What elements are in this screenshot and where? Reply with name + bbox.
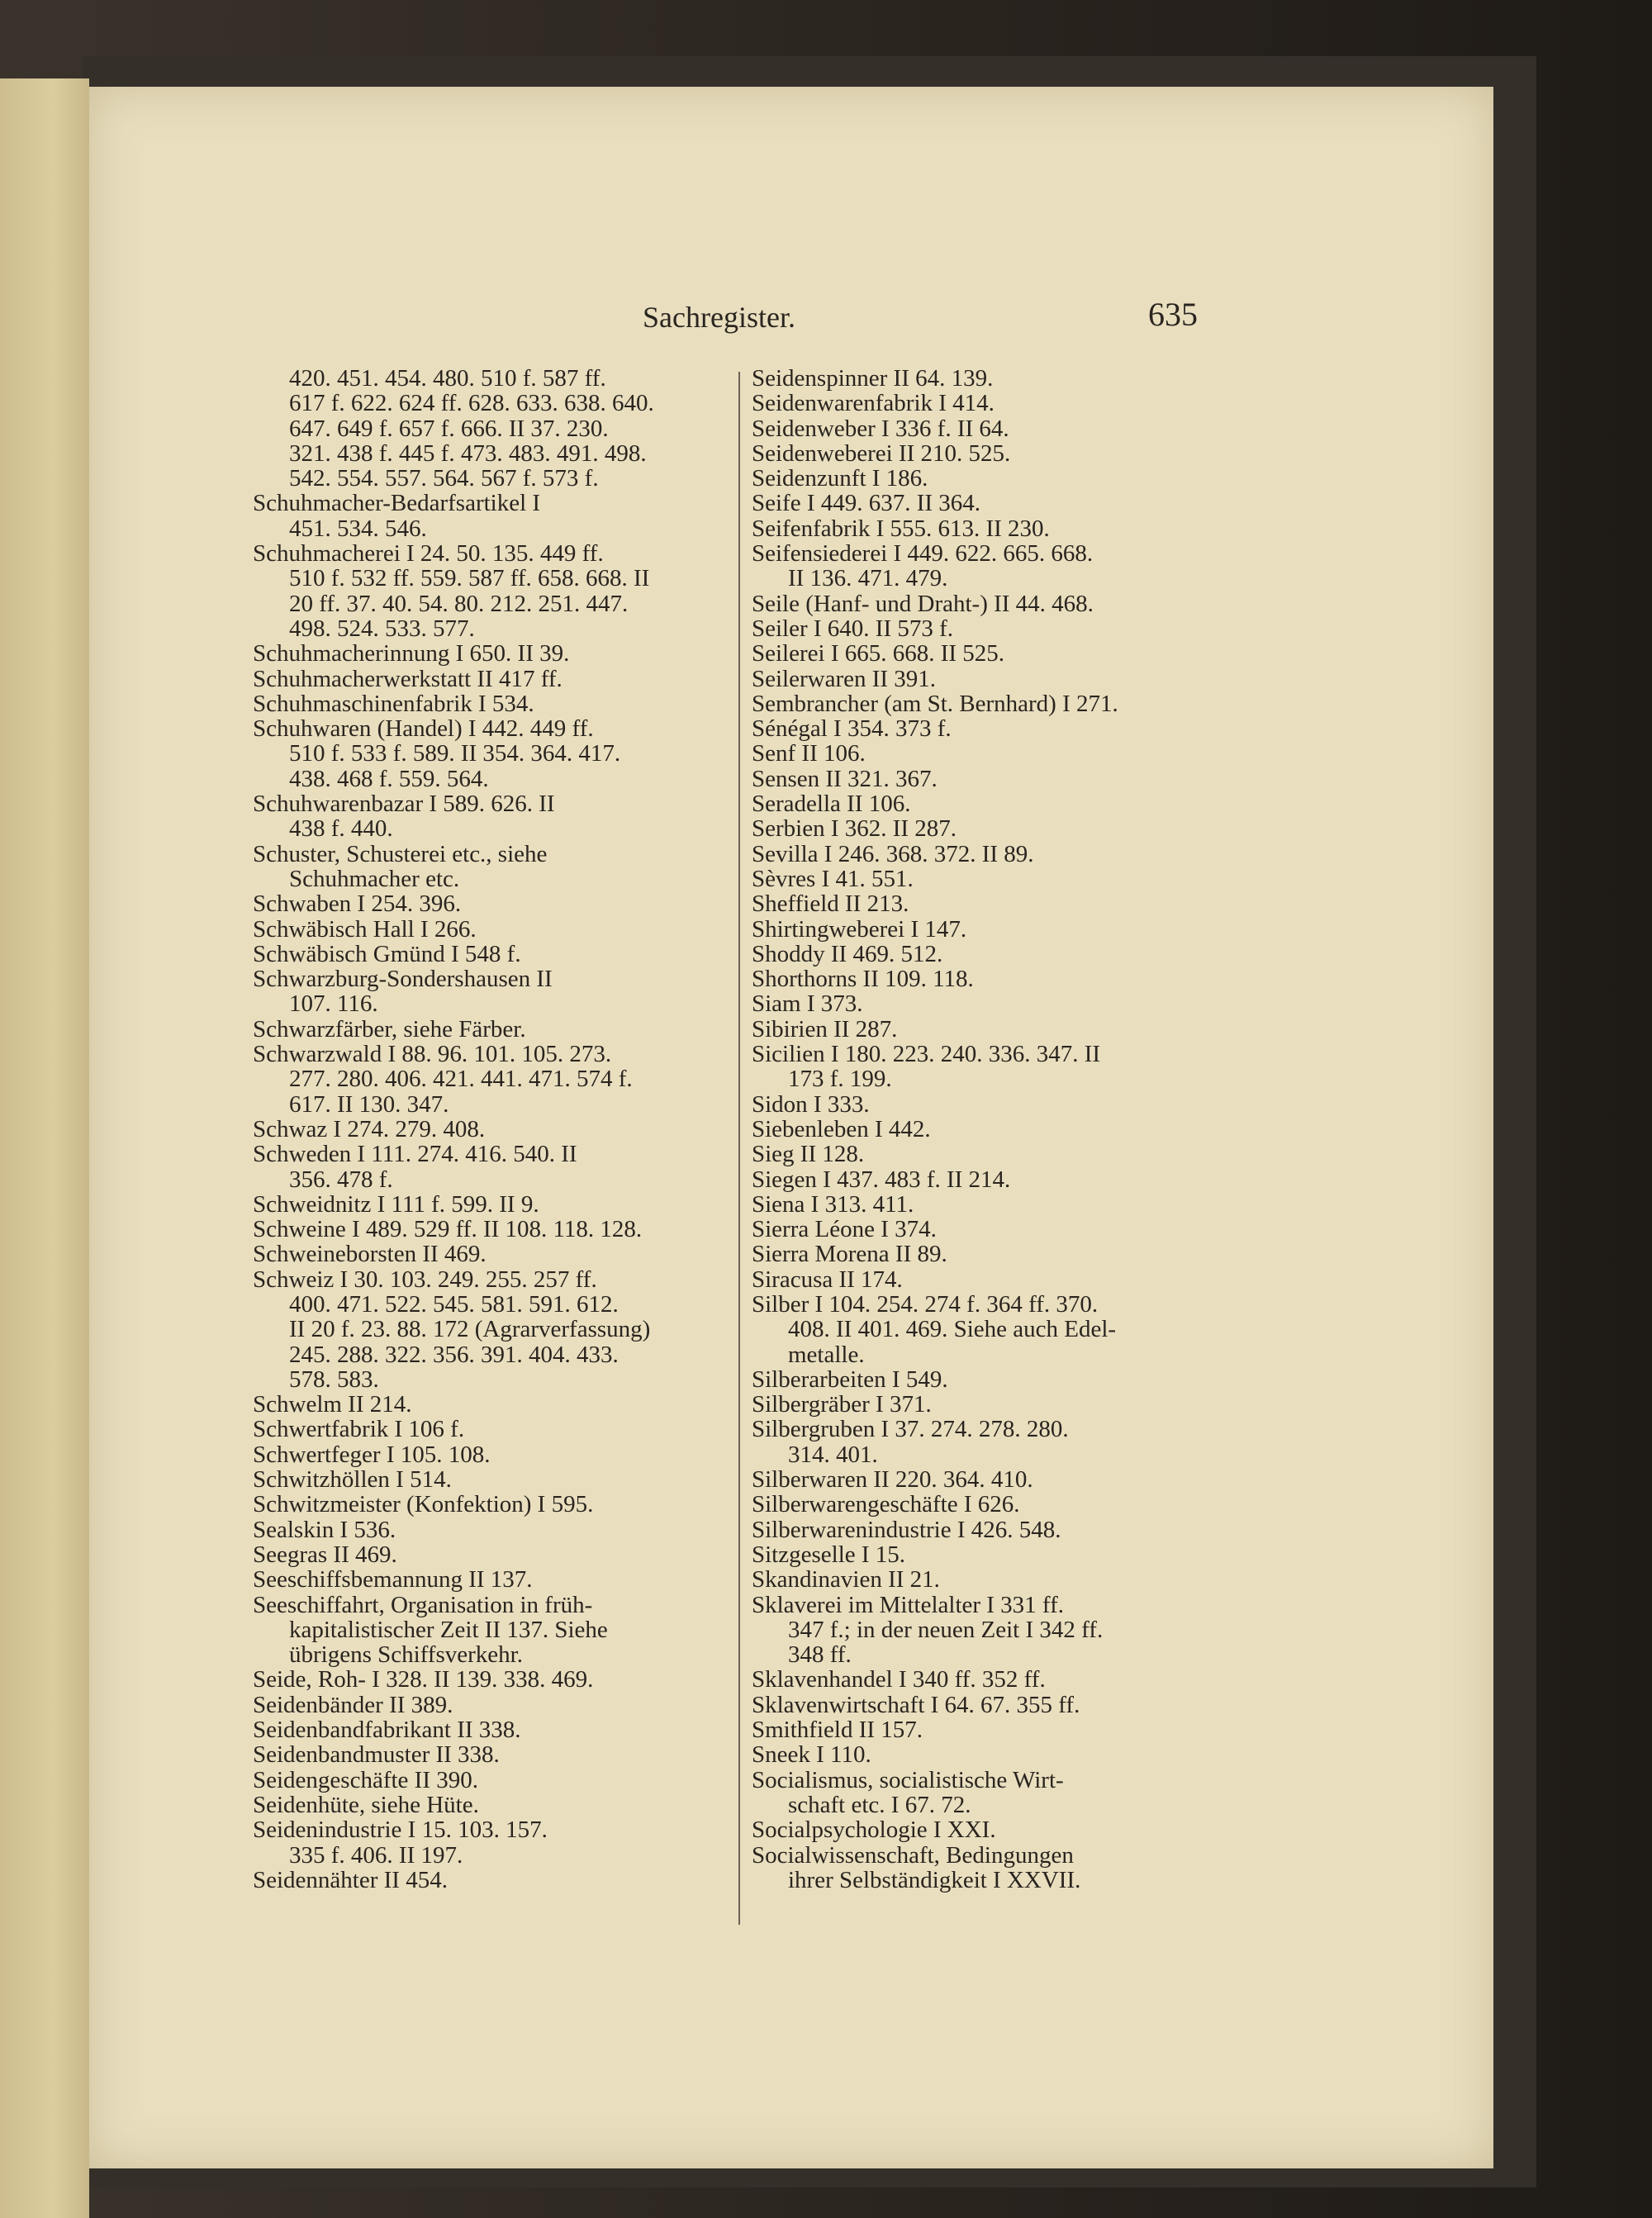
index-entry-continuation: 20 ff. 37. 40. 54. 80. 212. 251. 447. <box>289 590 629 617</box>
index-entry: Schwitzmeister (Konfektion) I 595. <box>253 1491 594 1518</box>
index-entry: Sèvres I 41. 551. <box>752 865 914 892</box>
page-number: 635 <box>1148 296 1198 333</box>
index-entry-continuation: 542. 554. 557. 564. 567 f. 573 f. <box>289 465 599 492</box>
index-entry: Shirtingweberei I 147. <box>752 915 967 943</box>
index-entry: Seile (Hanf- und Draht-) II 44. 468. <box>752 590 1094 617</box>
index-entry: Seidenspinner II 64. 139. <box>752 365 994 392</box>
index-entry: Seidenwarenfabrik I 414. <box>752 390 995 417</box>
index-entry: Seifenfabrik I 555. 613. II 230. <box>752 515 1050 542</box>
index-entry: Seidennähter II 454. <box>253 1866 448 1893</box>
index-entry: Schweden I 111. 274. 416. 540. II <box>253 1141 577 1168</box>
index-entry: Sidon I 333. <box>752 1090 870 1118</box>
index-entry: Silberwaren II 220. 364. 410. <box>752 1466 1033 1494</box>
index-entry: Seilerwaren II 391. <box>752 665 937 692</box>
index-entry: Schweiz I 30. 103. 249. 255. 257 ff. <box>253 1266 597 1293</box>
index-entry: Siena I 313. 411. <box>752 1190 914 1218</box>
index-entry-continuation: ihrer Selbständigkeit I XXVII. <box>788 1866 1081 1893</box>
running-title: Sachregister. <box>643 301 795 334</box>
index-entry: Sheffield II 213. <box>752 891 909 918</box>
index-entry: Siam I 373. <box>752 990 863 1018</box>
index-entry: Sneek I 110. <box>752 1741 871 1769</box>
index-entry-continuation: 510 f. 532 ff. 559. 587 ff. 658. 668. II <box>289 565 650 592</box>
index-entry-continuation: 335 f. 406. II 197. <box>289 1841 463 1869</box>
index-entry: Skandinavien II 21. <box>752 1566 940 1593</box>
index-entry-continuation: 438 f. 440. <box>289 815 393 843</box>
index-entry: Schwelm II 214. <box>253 1391 412 1418</box>
index-entry: Smithfield II 157. <box>752 1717 923 1744</box>
index-entry: Schwarzfärber, siehe Färber. <box>253 1015 526 1043</box>
index-entry: Schwäbisch Hall I 266. <box>253 915 477 943</box>
index-entry-continuation: kapitalistischer Zeit II 137. Siehe <box>289 1616 608 1643</box>
page-header <box>89 296 1493 341</box>
index-entry: Sierra Morena II 89. <box>752 1241 947 1268</box>
index-entry: Seife I 449. 637. II 364. <box>752 490 981 517</box>
index-entry-continuation: 173 f. 199. <box>788 1066 892 1093</box>
index-entry: Seradella II 106. <box>752 791 911 818</box>
index-entry: Schuhmaschinenfabrik I 534. <box>253 690 534 717</box>
index-entry: Siracusa II 174. <box>752 1266 903 1293</box>
index-entry: Senf II 106. <box>752 740 866 767</box>
index-entry: Seidenbänder II 389. <box>253 1691 453 1718</box>
index-entry-continuation: 420. 451. 454. 480. 510 f. 587 ff. <box>289 365 606 392</box>
index-entry-continuation: 647. 649 f. 657 f. 666. II 37. 230. <box>289 415 609 442</box>
index-entry: Sembrancher (am St. Bernhard) I 271. <box>752 690 1118 717</box>
index-entry-continuation: 107. 116. <box>289 990 378 1018</box>
index-entry-continuation: übrigens Schiffsverkehr. <box>289 1641 523 1669</box>
index-entry: Silberwarengeschäfte I 626. <box>752 1491 1020 1518</box>
index-entry-continuation: 617 f. 622. 624 ff. 628. 633. 638. 640. <box>289 390 654 417</box>
index-entry: Schwaben I 254. 396. <box>253 891 462 918</box>
index-entry: Seidenindustrie I 15. 103. 157. <box>253 1817 548 1844</box>
index-entry: Schweineborsten II 469. <box>253 1241 487 1268</box>
index-entry: Schweidnitz I 111 f. 599. II 9. <box>253 1190 539 1218</box>
index-entry: Sklavenwirtschaft I 64. 67. 355 ff. <box>752 1691 1080 1718</box>
index-entry: Sénégal I 354. 373 f. <box>752 715 952 743</box>
index-entry: Sierra Léone I 374. <box>752 1216 937 1243</box>
index-entry: Seidenbandmuster II 338. <box>253 1741 500 1769</box>
index-entry: Seidengeschäfte II 390. <box>253 1766 478 1793</box>
index-entry: Shoddy II 469. 512. <box>752 940 943 967</box>
index-entry: Seegras II 469. <box>253 1541 397 1568</box>
index-entry: Seilerei I 665. 668. II 525. <box>752 640 1005 667</box>
index-entry-continuation: 451. 534. 546. <box>289 515 427 542</box>
index-entry-continuation: 438. 468 f. 559. 564. <box>289 765 489 792</box>
index-entry: Socialwissenschaft, Bedingungen <box>752 1841 1074 1869</box>
index-entry: Schuhmacherei I 24. 50. 135. 449 ff. <box>253 540 604 568</box>
index-entry: Schuhmacher-Bedarfsartikel I <box>253 490 541 517</box>
index-column-left <box>253 366 811 1893</box>
column-divider <box>738 372 740 1925</box>
index-entry: Seidenzunft I 186. <box>752 465 928 492</box>
index-entry-continuation: 617. II 130. 347. <box>289 1090 449 1118</box>
index-entry: Seiler I 640. II 573 f. <box>752 615 954 642</box>
index-entry: Sklavenhandel I 340 ff. 352 ff. <box>752 1666 1046 1693</box>
index-entry: Seidenweberei II 210. 525. <box>752 439 1011 467</box>
index-entry: Schwertfabrik I 106 f. <box>253 1416 465 1443</box>
index-entry: Schuhwarenbazar I 589. 626. II <box>253 791 555 818</box>
index-entry-continuation: 321. 438 f. 445 f. 473. 483. 491. 498. <box>289 439 647 467</box>
index-entry-continuation: II 136. 471. 479. <box>788 565 948 592</box>
index-entry-continuation: 356. 478 f. <box>289 1166 393 1193</box>
index-entry: Schwaz I 274. 279. 408. <box>253 1115 486 1142</box>
index-entry: Sibirien II 287. <box>752 1015 898 1043</box>
index-entry: Schwitzhöllen I 514. <box>253 1466 452 1494</box>
index-entry-continuation: II 20 f. 23. 88. 172 (Agrarverfassung) <box>289 1316 651 1343</box>
index-entry-continuation: 277. 280. 406. 421. 441. 471. 574 f. <box>289 1066 633 1093</box>
index-entry-continuation: 245. 288. 322. 356. 391. 404. 433. <box>289 1341 619 1368</box>
index-entry: Socialismus, socialistische Wirt- <box>752 1766 1064 1793</box>
index-entry-continuation: metalle. <box>788 1341 865 1368</box>
index-entry: Sieg II 128. <box>752 1141 865 1168</box>
index-entry: Sklaverei im Mittelalter I 331 ff. <box>752 1591 1064 1618</box>
index-entry-continuation: 510 f. 533 f. 589. II 354. 364. 417. <box>289 740 621 767</box>
index-entry: Silbergruben I 37. 274. 278. 280. <box>752 1416 1069 1443</box>
index-entry: Sitzgeselle I 15. <box>752 1541 906 1568</box>
index-entry: Seidenbandfabrikant II 338. <box>253 1717 521 1744</box>
facing-page-edge <box>0 78 89 2218</box>
index-entry-continuation: schaft etc. I 67. 72. <box>788 1791 971 1818</box>
index-entry: Schwäbisch Gmünd I 548 f. <box>253 940 521 967</box>
index-entry: Seeschiffahrt, Organisation in früh- <box>253 1591 593 1618</box>
index-entry-continuation: 347 f.; in der neuen Zeit I 342 ff. <box>788 1616 1104 1643</box>
index-entry-continuation: 498. 524. 533. 577. <box>289 615 475 642</box>
index-entry: Schuster, Schusterei etc., siehe <box>253 840 548 867</box>
index-entry: Silberarbeiten I 549. <box>752 1365 948 1393</box>
index-entry-continuation: 400. 471. 522. 545. 581. 591. 612. <box>289 1290 619 1318</box>
index-entry: Schuhmacherinnung I 650. II 39. <box>253 640 570 667</box>
index-column-right <box>752 366 1310 1893</box>
index-entry-continuation: Schuhmacher etc. <box>289 865 460 892</box>
index-entry: Seidenweber I 336 f. II 64. <box>752 415 1009 442</box>
index-entry: Socialpsychologie I XXI. <box>752 1817 996 1844</box>
index-entry: Seifensiederei I 449. 622. 665. 668. <box>752 540 1094 568</box>
index-entry: Schuhwaren (Handel) I 442. 449 ff. <box>253 715 594 743</box>
index-page <box>89 87 1493 2168</box>
index-entry: Schwertfeger I 105. 108. <box>253 1441 491 1468</box>
index-entry: Siebenleben I 442. <box>752 1115 931 1142</box>
index-entry-continuation: 314. 401. <box>788 1441 878 1468</box>
index-entry-continuation: 578. 583. <box>289 1365 379 1393</box>
index-entry-continuation: 408. II 401. 469. Siehe auch Edel- <box>788 1316 1117 1343</box>
index-entry: Schuhmacherwerkstatt II 417 ff. <box>253 665 563 692</box>
index-entry: Sevilla I 246. 368. 372. II 89. <box>752 840 1034 867</box>
index-entry: Sealskin I 536. <box>253 1516 396 1543</box>
index-entry: Sensen II 321. 367. <box>752 765 938 792</box>
index-entry: Siegen I 437. 483 f. II 214. <box>752 1166 1011 1193</box>
index-entry: Silber I 104. 254. 274 f. 364 ff. 370. <box>752 1290 1099 1318</box>
index-entry-continuation: 348 ff. <box>788 1641 852 1669</box>
index-entry: Schwarzwald I 88. 96. 101. 105. 273. <box>253 1041 612 1068</box>
index-entry: Silbergräber I 371. <box>752 1391 932 1418</box>
index-entry: Schweine I 489. 529 ff. II 108. 118. 128. <box>253 1216 643 1243</box>
index-entry: Seeschiffsbemannung II 137. <box>253 1566 533 1593</box>
index-entry: Seidenhüte, siehe Hüte. <box>253 1791 479 1818</box>
index-entry: Shorthorns II 109. 118. <box>752 966 974 993</box>
index-entry: Sicilien I 180. 223. 240. 336. 347. II <box>752 1041 1101 1068</box>
index-entry: Serbien I 362. II 287. <box>752 815 957 843</box>
index-entry: Seide, Roh- I 328. II 139. 338. 469. <box>253 1666 594 1693</box>
index-entry: Silberwarenindustrie I 426. 548. <box>752 1516 1061 1543</box>
index-entry: Schwarzburg-Sondershausen II <box>253 966 553 993</box>
